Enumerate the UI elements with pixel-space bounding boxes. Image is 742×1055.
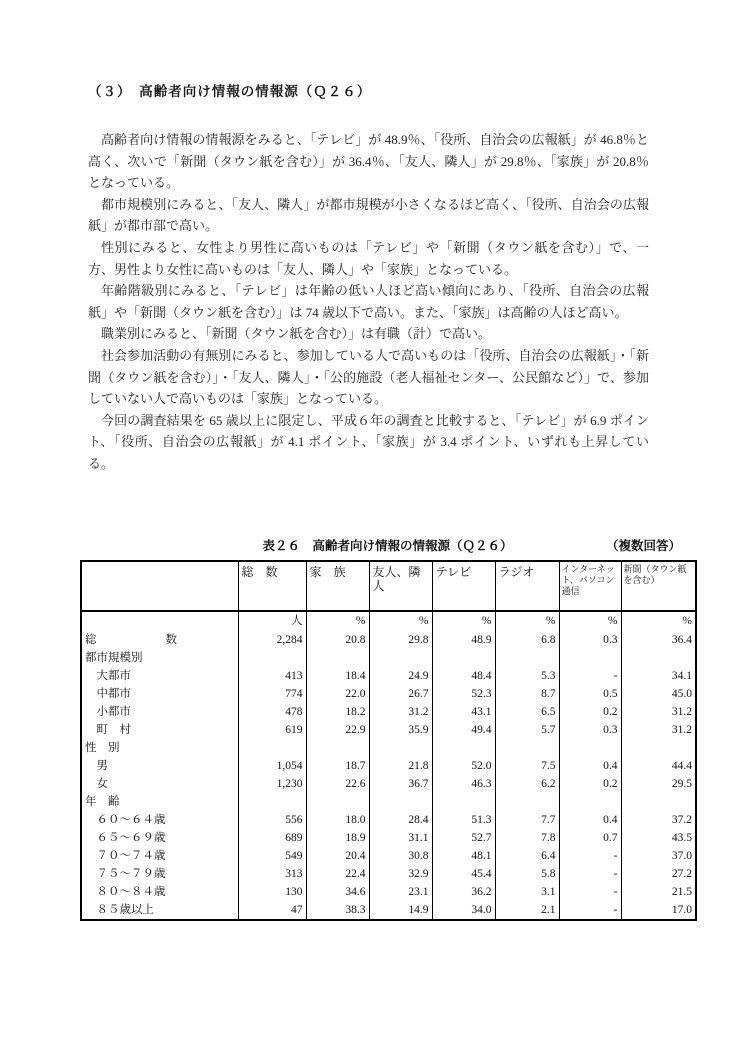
data-cell: 48.9 bbox=[432, 631, 495, 649]
row-label: 町 村 bbox=[85, 724, 131, 736]
data-cell: 7.7 bbox=[495, 811, 559, 829]
data-cell: 556 bbox=[238, 811, 306, 829]
row-label: 都市規模別 bbox=[85, 652, 143, 664]
column-header: 総 数 bbox=[238, 561, 306, 611]
table-row bbox=[81, 757, 696, 775]
data-cell: 36.4 bbox=[621, 631, 696, 649]
data-cell: 549 bbox=[238, 847, 306, 865]
data-cell bbox=[432, 739, 495, 757]
data-cell bbox=[432, 649, 495, 667]
unit-cell: % bbox=[495, 611, 559, 631]
paragraph: 社会参加活動の有無別にみると、参加している人で高いものは「役所、自治会の広報紙」・「新聞（タウン紙を含む）」・「友人、隣人」・「公的施設（老人福祉センター、公民館など）」で、参加していない人で高いものは「家族」となっている。 bbox=[88, 347, 649, 407]
data-cell: 22.9 bbox=[306, 721, 369, 739]
data-cell: 43.1 bbox=[432, 703, 495, 721]
data-cell: 30.8 bbox=[369, 847, 432, 865]
data-cell: 8.7 bbox=[495, 685, 559, 703]
data-cell: 5.3 bbox=[495, 667, 559, 685]
table-row bbox=[81, 703, 696, 721]
data-cell: 24.9 bbox=[369, 667, 432, 685]
data-cell: 43.5 bbox=[621, 829, 696, 847]
row-label: ６５～６９歳 bbox=[85, 832, 166, 844]
row-label: ７０～７４歳 bbox=[85, 850, 166, 862]
row-label: 中都市 bbox=[85, 688, 131, 700]
data-cell bbox=[559, 739, 621, 757]
table-row bbox=[81, 631, 696, 649]
data-cell: 7.8 bbox=[495, 829, 559, 847]
data-cell: 0.2 bbox=[559, 703, 621, 721]
data-cell: 1,230 bbox=[238, 775, 306, 793]
data-cell: 5.8 bbox=[495, 865, 559, 883]
data-cell bbox=[559, 793, 621, 811]
data-cell: - bbox=[559, 883, 621, 901]
data-cell: 0.3 bbox=[559, 631, 621, 649]
row-label: 女 bbox=[85, 778, 108, 790]
column-header: 家 族 bbox=[306, 561, 369, 611]
data-cell bbox=[432, 793, 495, 811]
body-text bbox=[88, 129, 649, 475]
paragraph: 職業別にみると、「新聞（タウン紙を含む）」は有職（計）で高い。 bbox=[101, 326, 492, 342]
data-cell: 37.0 bbox=[621, 847, 696, 865]
data-cell: 0.3 bbox=[559, 721, 621, 739]
data-cell: 774 bbox=[238, 685, 306, 703]
unit-cell: % bbox=[306, 611, 369, 631]
data-cell: 22.4 bbox=[306, 865, 369, 883]
unit-cell: 人 bbox=[238, 611, 306, 631]
data-cell: 22.6 bbox=[306, 775, 369, 793]
table-row bbox=[81, 847, 696, 865]
data-cell bbox=[621, 649, 696, 667]
data-cell bbox=[495, 739, 559, 757]
data-cell: 6.2 bbox=[495, 775, 559, 793]
data-cell: 2,284 bbox=[238, 631, 306, 649]
data-cell: 20.4 bbox=[306, 847, 369, 865]
column-header: 新聞（タウン紙を含む） bbox=[621, 561, 696, 611]
row-label: 年 齢 bbox=[85, 796, 120, 808]
data-cell: 48.1 bbox=[432, 847, 495, 865]
data-cell: 52.7 bbox=[432, 829, 495, 847]
data-cell: 21.5 bbox=[621, 883, 696, 901]
page-title: （３） 高齢者向け情報の情報源（Ｑ２６） bbox=[88, 84, 372, 99]
data-cell bbox=[369, 793, 432, 811]
data-cell bbox=[306, 793, 369, 811]
paragraph: 高齢者向け情報の情報源をみると、「テレビ」が 48.9％、「役所、自治会の広報紙」が 46.8％と高く、次いで「新聞（タウン紙を含む）」が 36.4％、「友人、隣人」が 29.8％、「家族」が 20.8％となっている。 bbox=[88, 132, 649, 191]
data-cell: 18.7 bbox=[306, 757, 369, 775]
data-cell bbox=[238, 649, 306, 667]
data-cell bbox=[238, 739, 306, 757]
data-cell: 7.5 bbox=[495, 757, 559, 775]
data-cell: 18.4 bbox=[306, 667, 369, 685]
table-row bbox=[81, 865, 696, 883]
data-cell: 48.4 bbox=[432, 667, 495, 685]
row-label: ７５～７９歳 bbox=[85, 868, 166, 880]
data-cell bbox=[306, 739, 369, 757]
data-cell: 23.1 bbox=[369, 883, 432, 901]
data-cell: 38.3 bbox=[306, 901, 369, 920]
data-cell: 0.4 bbox=[559, 757, 621, 775]
row-label: ８５歳以上 bbox=[85, 904, 154, 916]
table-caption-bar bbox=[80, 536, 695, 556]
data-cell: 52.3 bbox=[432, 685, 495, 703]
data-cell: 45.4 bbox=[432, 865, 495, 883]
data-cell: 6.4 bbox=[495, 847, 559, 865]
table-row bbox=[81, 775, 696, 793]
data-cell: 31.2 bbox=[621, 703, 696, 721]
data-cell bbox=[559, 649, 621, 667]
data-cell: 35.9 bbox=[369, 721, 432, 739]
data-cell: - bbox=[559, 847, 621, 865]
data-cell: 1,054 bbox=[238, 757, 306, 775]
data-cell bbox=[369, 649, 432, 667]
units-row bbox=[81, 611, 696, 631]
data-cell: 45.0 bbox=[621, 685, 696, 703]
row-label: 男 bbox=[85, 760, 108, 772]
data-cell: 44.4 bbox=[621, 757, 696, 775]
data-cell bbox=[306, 649, 369, 667]
column-header: テレビ bbox=[432, 561, 495, 611]
paragraph: 年齢階級別にみると、「テレビ」は年齢の低い人ほど高い傾向にあり、「役所、自治会の広報紙」や「新聞（タウン紙を含む）」は 74 歳以下で高い。また、「家族」は高齢の人ほど高い。 bbox=[88, 283, 649, 320]
data-cell: 37.2 bbox=[621, 811, 696, 829]
data-cell: 49.4 bbox=[432, 721, 495, 739]
unit-cell: % bbox=[621, 611, 696, 631]
data-cell: 21.8 bbox=[369, 757, 432, 775]
data-cell: 3.1 bbox=[495, 883, 559, 901]
row-label: 大都市 bbox=[85, 670, 131, 682]
data-cell: 413 bbox=[238, 667, 306, 685]
data-cell: 689 bbox=[238, 829, 306, 847]
data-cell: 18.9 bbox=[306, 829, 369, 847]
data-cell: 18.2 bbox=[306, 703, 369, 721]
data-cell: 51.3 bbox=[432, 811, 495, 829]
row-label: ８０～８４歳 bbox=[85, 886, 166, 898]
data-cell: 34.1 bbox=[621, 667, 696, 685]
column-header: ラジオ bbox=[495, 561, 559, 611]
unit-cell: % bbox=[432, 611, 495, 631]
data-cell: 17.0 bbox=[621, 901, 696, 920]
table-row bbox=[81, 811, 696, 829]
data-cell: 313 bbox=[238, 865, 306, 883]
table-row bbox=[81, 829, 696, 847]
row-label: 総 数 bbox=[85, 634, 177, 646]
row-label: ６０～６４歳 bbox=[85, 814, 166, 826]
data-cell: - bbox=[559, 667, 621, 685]
row-label: 性 別 bbox=[85, 742, 120, 754]
data-cell: 20.8 bbox=[306, 631, 369, 649]
data-cell bbox=[369, 739, 432, 757]
data-cell: 47 bbox=[238, 901, 306, 920]
table-row bbox=[81, 793, 696, 811]
data-cell bbox=[621, 739, 696, 757]
data-cell: 52.0 bbox=[432, 757, 495, 775]
data-cell: 36.7 bbox=[369, 775, 432, 793]
data-cell: 28.4 bbox=[369, 811, 432, 829]
data-cell: - bbox=[559, 865, 621, 883]
data-cell: 31.2 bbox=[369, 703, 432, 721]
data-cell: 6.8 bbox=[495, 631, 559, 649]
data-cell bbox=[495, 649, 559, 667]
table-row bbox=[81, 883, 696, 901]
data-cell: 32.9 bbox=[369, 865, 432, 883]
data-cell: 22.0 bbox=[306, 685, 369, 703]
data-cell: 619 bbox=[238, 721, 306, 739]
data-cell bbox=[495, 793, 559, 811]
data-cell bbox=[238, 793, 306, 811]
paragraph: 都市規模別にみると、「友人、隣人」が都市規模が小さくなるほど高く、「役所、自治会の広報紙」が都市部で高い。 bbox=[88, 196, 649, 234]
table-row bbox=[81, 685, 696, 703]
data-cell: 0.4 bbox=[559, 811, 621, 829]
data-cell: 34.6 bbox=[306, 883, 369, 901]
data-cell: 0.5 bbox=[559, 685, 621, 703]
table-row bbox=[81, 721, 696, 739]
data-cell: 6.5 bbox=[495, 703, 559, 721]
data-cell: 130 bbox=[238, 883, 306, 901]
info-table bbox=[80, 560, 697, 921]
data-cell: 14.9 bbox=[369, 901, 432, 920]
table-caption: 表２６ 高齢者向け情報の情報源（Ｑ２６） bbox=[262, 539, 513, 553]
data-cell: 34.0 bbox=[432, 901, 495, 920]
corner-cell bbox=[81, 561, 238, 611]
data-cell: 0.7 bbox=[559, 829, 621, 847]
data-cell: 26.7 bbox=[369, 685, 432, 703]
data-cell bbox=[621, 793, 696, 811]
data-cell: 31.2 bbox=[621, 721, 696, 739]
table-row bbox=[81, 901, 696, 920]
data-cell: 29.5 bbox=[621, 775, 696, 793]
data-cell: 27.2 bbox=[621, 865, 696, 883]
table-note: （複数回答） bbox=[605, 539, 681, 553]
table-row bbox=[81, 667, 696, 685]
unit-cell: % bbox=[369, 611, 432, 631]
table-row bbox=[81, 649, 696, 667]
data-cell: 0.2 bbox=[559, 775, 621, 793]
data-cell: 478 bbox=[238, 703, 306, 721]
data-cell: 18.0 bbox=[306, 811, 369, 829]
data-cell: - bbox=[559, 901, 621, 920]
data-cell: 5.7 bbox=[495, 721, 559, 739]
column-header: 友人、隣人 bbox=[369, 561, 432, 611]
unit-cell: % bbox=[559, 611, 621, 631]
row-label: 小都市 bbox=[85, 706, 131, 718]
data-cell: 31.1 bbox=[369, 829, 432, 847]
row-label bbox=[81, 611, 238, 631]
column-header: インターネット、パソコン通信 bbox=[559, 561, 621, 611]
table-row bbox=[81, 739, 696, 757]
data-cell: 29.8 bbox=[369, 631, 432, 649]
header-row bbox=[81, 561, 696, 611]
paragraph: 性別にみると、女性より男性に高いものは「テレビ」や「新聞（タウン紙を含む）」で、一方、男性より女性に高いものは「友人、隣人」や「家族」となっている。 bbox=[88, 239, 649, 277]
data-cell: 36.2 bbox=[432, 883, 495, 901]
data-cell: 2.1 bbox=[495, 901, 559, 920]
paragraph: 今回の調査結果を 65 歳以上に限定し、平成６年の調査と比較すると、「テレビ」が 6.9 ポイント、「役所、自治会の広報紙」が 4.1 ポイント、「家族」が 3.4 ポイント、いずれも上昇している。 bbox=[88, 412, 649, 471]
data-cell: 46.3 bbox=[432, 775, 495, 793]
